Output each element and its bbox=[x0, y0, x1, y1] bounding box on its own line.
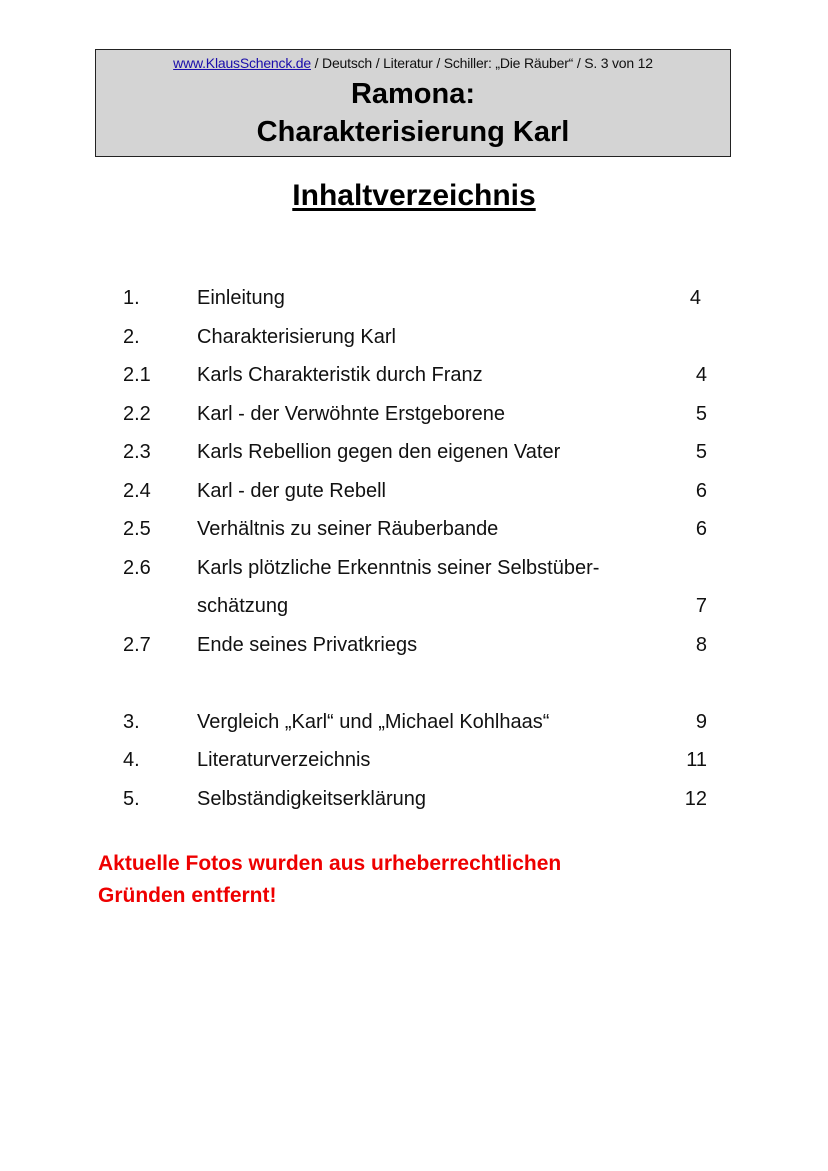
toc-number: 2.4 bbox=[123, 479, 151, 502]
toc-entry-continuation bbox=[0, 587, 828, 626]
toc-page: 6 bbox=[695, 479, 707, 502]
notice-line-1: Aktuelle Fotos wurden aus urheberrechtlichen bbox=[98, 852, 562, 875]
toc-title: Ende seines Privatkriegs bbox=[197, 633, 418, 656]
table-of-contents bbox=[0, 279, 828, 818]
toc-page: 6 bbox=[695, 518, 707, 540]
toc-title: Verhältnis zu seiner Räuberbande bbox=[197, 518, 499, 540]
toc-title: schätzung bbox=[197, 595, 289, 617]
toc-entry bbox=[0, 626, 828, 665]
toc-entry bbox=[0, 741, 828, 780]
toc-number: 4. bbox=[123, 749, 140, 771]
toc-title: Karl - der Verwöhnte Erstgeborene bbox=[197, 402, 505, 425]
author-title: Ramona: bbox=[350, 78, 476, 110]
document-header bbox=[95, 49, 731, 157]
header-breadcrumb bbox=[96, 55, 730, 71]
toc-heading: Inhaltverzeichnis bbox=[292, 179, 536, 212]
toc-entry bbox=[0, 549, 828, 588]
toc-title: Vergleich „Karl“ und „Michael Kohlhaas“ bbox=[197, 710, 550, 733]
toc-title: Karls plötzliche Erkenntnis seiner Selbstüber- bbox=[197, 556, 600, 579]
toc-number: 2.3 bbox=[123, 441, 151, 463]
toc-number: 2.6 bbox=[123, 556, 151, 579]
document-title: Charakterisierung Karl bbox=[256, 116, 570, 148]
toc-title: Charakterisierung Karl bbox=[197, 325, 396, 348]
toc-title: Karls Charakteristik durch Franz bbox=[197, 364, 483, 386]
toc-page: 12 bbox=[684, 787, 707, 810]
toc-page: 11 bbox=[686, 749, 707, 771]
site-link[interactable]: www.KlausSchenck.de bbox=[173, 55, 311, 71]
toc-number: 5. bbox=[123, 787, 140, 810]
toc-page: 9 bbox=[695, 710, 707, 733]
photo-removal-notice bbox=[98, 848, 738, 912]
breadcrumb-path: / Deutsch / Literatur / Schiller: „Die Räuber“ / S. 3 von 12 bbox=[310, 55, 653, 71]
toc-title: Karl - der gute Rebell bbox=[197, 479, 386, 502]
toc-number: 2.5 bbox=[123, 518, 151, 540]
toc-number: 2.2 bbox=[123, 402, 151, 425]
toc-entry bbox=[0, 433, 828, 472]
toc-title: Literaturverzeichnis bbox=[197, 749, 371, 771]
toc-entry bbox=[0, 703, 828, 742]
toc-title: Einleitung bbox=[197, 287, 285, 309]
toc-title: Karls Rebellion gegen den eigenen Vater bbox=[197, 441, 561, 463]
toc-entry bbox=[0, 318, 828, 357]
toc-number: 2.7 bbox=[123, 633, 151, 656]
toc-title: Selbständigkeitserklärung bbox=[197, 787, 427, 810]
toc-entry bbox=[0, 510, 828, 549]
toc-page: 8 bbox=[695, 633, 707, 656]
toc-entry bbox=[0, 780, 828, 819]
toc-entry bbox=[0, 395, 828, 434]
toc-number: 2.1 bbox=[123, 364, 151, 386]
toc-number: 1. bbox=[123, 287, 140, 309]
toc-page: 4 bbox=[689, 287, 701, 309]
toc-page: 4 bbox=[695, 364, 707, 386]
toc-entry bbox=[0, 356, 828, 395]
notice-line-2: Gründen entfernt! bbox=[98, 884, 277, 907]
toc-spacer bbox=[0, 664, 828, 703]
toc-page: 7 bbox=[695, 595, 707, 617]
toc-entry bbox=[0, 472, 828, 511]
toc-number: 3. bbox=[123, 710, 140, 733]
toc-entry bbox=[0, 279, 828, 318]
toc-page: 5 bbox=[695, 402, 707, 425]
toc-number: 2. bbox=[123, 325, 140, 348]
toc-page: 5 bbox=[695, 441, 707, 463]
